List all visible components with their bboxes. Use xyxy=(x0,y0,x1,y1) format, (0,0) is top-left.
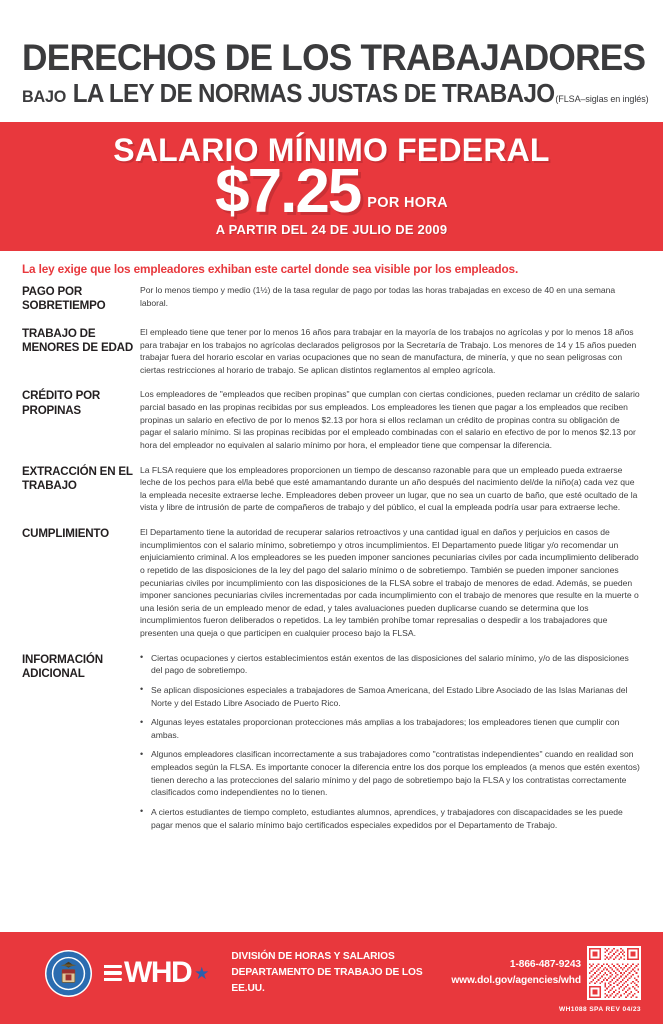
list-item: • Algunos empleadores clasifican incorrectamente a sus trabajadores como "contratistas independientes" cuando en realidad son empleados según la FLSA. Es importante conocer la diferencia entre los dos porque los empleados (a menos que estén exentos) tienen derecho a las protecciones del salario mínimo y del pago de sobretiempo bajo la FLSA y los contratistas correctamente clasificados como independientes no lo tienen. xyxy=(140,748,641,799)
footer-agency-info xyxy=(231,949,587,996)
section-paragraph: Los empleadores de "empleados que reciben propinas" que cumplan con ciertas condiciones, pueden reclamar un crédito de salario parcial basado en las propinas recibidas por sus empleados. Los empleadores les tienen que pagar a los empleados que reciben propinas un salario en efectivo de por lo menos $2.13 por hora si ellos reclaman un crédito de propinas contra su obligación de pagar el salario mínimo. Si las propinas recibidas por el empleado combinadas con el salario en efectivo de por lo menos $2.13 por hora del empleador no equivalen al salario mínimo por hora, el empleador tiene que compensar la diferencia. xyxy=(140,389,640,450)
dol-seal-icon xyxy=(44,949,93,998)
footer-content xyxy=(0,932,663,1000)
poster-header xyxy=(0,0,663,109)
subtitle-prefix: BAJO xyxy=(22,87,67,107)
qr-code-icon[interactable] xyxy=(587,946,641,1000)
subtitle-law-name: LA LEY DE NORMAS JUSTAS DE TRABAJO xyxy=(72,80,555,109)
list-item: • Ciertas ocupaciones y ciertos establecimientos están exentos de las disposiciones del salario mínimo, y/o de las disposiciones del pago de sobretiempo. xyxy=(140,652,641,677)
section-label: CUMPLIMIENTO xyxy=(22,527,109,541)
list-item: • Algunas leyes estatales proporcionan protecciones más amplias a los trabajadores; los empleadores tienen que cumplir con ambas. xyxy=(140,716,641,741)
section-paragraph: La FLSA requiere que los empleadores proporcionen un tiempo de descanso razonable para que un empleado pueda extraerse leche de los pechos para el/la bebé que esté amamantando durante un año después del nacimiento del/de la niño(a) cada vez que la empleada necesite extraerse leche. Empleadores deben proveer un lugar, que no sea un cuarto de baño, que esté ocultado de la vista y libre de intrusión de parte de compañeros de trabajo y del público, el cual la empleada podría usar para extraerse leche. xyxy=(140,464,638,513)
posting-requirement-notice: La ley exige que los empleadores exhiban este cartel donde sea visible por los empleados. xyxy=(22,262,519,276)
list-item: • Se aplican disposiciones especiales a trabajadores de Samoa Americana, del Estado Libre Asociado de las Islas Marianas del Norte y del Estado Libre Asociado de Puerto Rico. xyxy=(140,684,641,709)
list-item: • A ciertos estudiantes de tiempo completo, estudiantes alumnos, aprendices, y trabajadores con discapacidades se les puede pagar menos que el salario mínimo bajo certificados especiales expedidos por el Departamento de Trabajo. xyxy=(140,806,641,831)
section-label: CRÉDITO POR PROPINAS xyxy=(22,389,101,417)
footer-phone[interactable]: 1-866-487-9243 xyxy=(509,959,581,971)
section-paragraph: El Departamento tiene la autoridad de recuperar salarios retroactivos y una cantidad igual en daños y perjuicios en casos de incumplimientos con el salario mínimo, sobretiempo y otros incumplimientos. El Departamento puede litigar y/o recomendar un enjuiciamiento criminal. A los empleadores se les pueden imponer sanciones pecuniarias civiles por cada incumplimiento deliberado o repetido de las disposiciones de la ley del pago del salario mínimo o de sobretiempo. También se pueden imponer sanciones pecuniarias civiles por incumplimiento con las disposiciones de la FLSA sobre el trabajo de menores de edad. Además, se pueden imponer sanciones pecuniarias civiles incrementadas por cada incumplimiento con el trabajo de menores que resulte en la muerte o una lesión seria de un empleado menor de edad, y tales avaluaciones pueden duplicarse cuando se determina que los incumplimientos fueron deliberados o repetidos. La ley también prohíbe tomar represalias o despedir a los trabajadores que presenten una queja o que participen en cualquier proceso bajo la FLSA. xyxy=(140,527,639,639)
section-nursing-employees xyxy=(22,464,641,515)
poster-footer xyxy=(0,932,663,1024)
page-title: DERECHOS DE LOS TRABAJADORES xyxy=(22,36,646,78)
footer-agency-names xyxy=(231,949,451,996)
star-icon: ★ xyxy=(194,963,210,983)
form-code: WH1088 SPA REV 04/23 xyxy=(558,1006,641,1013)
additional-info-list xyxy=(140,652,641,832)
section-enforcement xyxy=(22,526,641,640)
footer-department-line: DEPARTAMENTO DE TRABAJO DE LOS EE.UU. xyxy=(231,967,423,994)
footer-contact xyxy=(451,957,581,989)
wage-effective-date: A PARTIR DEL 24 DE JULIO DE 2009 xyxy=(215,222,448,237)
page-subtitle xyxy=(22,80,649,109)
minimum-wage-banner xyxy=(0,122,663,251)
section-body xyxy=(140,652,641,832)
whd-logo xyxy=(104,958,209,988)
section-body xyxy=(140,388,641,451)
wage-per-hour-label: POR HORA xyxy=(367,195,448,211)
subtitle-acronym: (FLSA–siglas en inglés) xyxy=(555,94,649,106)
section-label: TRABAJO DE MENORES DE EDAD xyxy=(22,326,134,355)
section-label: INFORMACIÓN ADICIONAL xyxy=(22,652,103,681)
section-paragraph: Por lo menos tiempo y medio (1½) de la tasa regular de pago por todas las horas trabajadas en exceso de 40 en una semana laboral. xyxy=(140,285,616,308)
section-body xyxy=(140,326,641,377)
wage-amount-row xyxy=(0,157,663,227)
section-paragraph: El empleado tiene que tener por lo menos 16 años para trabajar en la mayoría de los trabajos no agrícolas y por lo menos 18 años para trabajar en los trabajos no agrícolas declarados peligrosos por la Secretaría de Trabajo. Los menores de 14 y 15 años pueden trabajar fuera del horario escolar en varias ocupaciones que no sean de manufactura, de minería, y que no sean peligrosas con ciertas restricciones al horario de trabajo. Se aplican distintos reglamentos al empleo agrícola. xyxy=(140,326,637,375)
flag-stripes-icon xyxy=(104,965,122,982)
footer-website-link[interactable]: www.dol.gov/agencies/whd xyxy=(451,975,581,986)
whd-wordmark: WHD xyxy=(124,956,192,989)
section-body xyxy=(140,464,641,515)
footer-division-line: DIVISIÓN DE HORAS Y SALARIOS xyxy=(231,951,395,963)
section-body xyxy=(140,284,641,314)
wage-banner-heading: SALARIO MÍNIMO FEDERAL xyxy=(113,132,550,169)
section-label: PAGO POR SOBRETIEMPO xyxy=(22,285,106,313)
section-tip-credit xyxy=(22,388,641,451)
section-body xyxy=(140,526,641,640)
content-sections xyxy=(0,276,663,831)
section-additional-information xyxy=(22,652,641,832)
section-overtime-pay xyxy=(22,284,641,314)
section-child-labor xyxy=(22,326,641,377)
section-label: EXTRACCIÓN EN EL TRABAJO xyxy=(22,464,133,493)
wage-amount: $7.25 xyxy=(215,157,361,227)
